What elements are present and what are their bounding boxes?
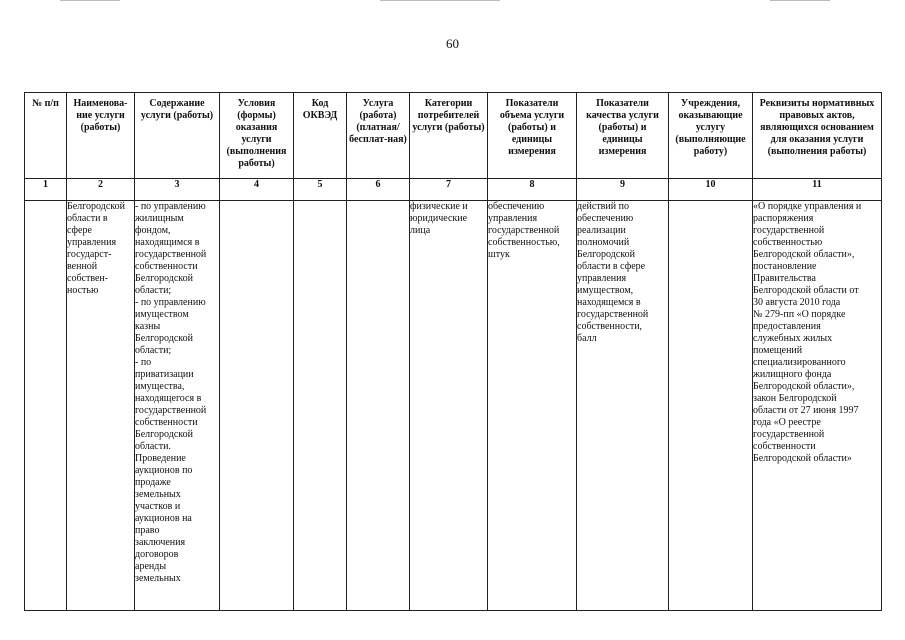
scan-edge-mark-center	[380, 0, 500, 1]
column-number: 9	[577, 179, 669, 201]
header-cell: Учреждения, оказывающие услугу (выполняющие работу)	[669, 93, 753, 179]
column-number: 11	[753, 179, 882, 201]
service-name-cell: Белгородской области в сфере управления государст- венной собствен- ностью	[67, 201, 135, 611]
conditions-cell	[220, 201, 294, 611]
row-number-cell	[25, 201, 67, 611]
header-cell: Услуга (работа) (платная/ бесплат-ная)	[347, 93, 410, 179]
column-number: 6	[347, 179, 410, 201]
column-number: 2	[67, 179, 135, 201]
services-table	[24, 92, 882, 611]
page-number: 60	[446, 36, 459, 51]
header-cell: Содержание услуги (работы)	[135, 93, 220, 179]
quality-indicators-cell: действий по обеспечению реализации полномочий Белгородской области в сфере управления имуществом, находящемся в государственной собственности, балл	[577, 201, 669, 611]
header-cell: Показатели качества услуги (работы) и единицы измерения	[577, 93, 669, 179]
header-cell: Реквизиты нормативных правовых актов, являющихся основанием для оказания услуги (выполнения работы)	[753, 93, 882, 179]
consumer-category-cell: физические и юридические лица	[410, 201, 488, 611]
header-cell: Категории потребителей услуги (работы)	[410, 93, 488, 179]
scan-edge-mark-right	[770, 0, 830, 1]
volume-indicators-cell: обеспечению управления государственной собственностью, штук	[488, 201, 577, 611]
service-content-cell: - по управлению жилищным фондом, находящимся в государственной собственности Белгородской области; - по управлению имуществом казны Белгородской области; - по приватизации имущества, находящегося в государственной собственности Белгородской области. Проведение аукционов по продаже земельных участков и аукционов на право заключения договоров аренды земельных	[135, 201, 220, 611]
column-number: 10	[669, 179, 753, 201]
column-number: 5	[294, 179, 347, 201]
okved-code-cell	[294, 201, 347, 611]
header-cell: Наименова-ние услуги (работы)	[67, 93, 135, 179]
column-number: 4	[220, 179, 294, 201]
header-cell: Код ОКВЭД	[294, 93, 347, 179]
institutions-cell	[669, 201, 753, 611]
header-cell: № п/п	[25, 93, 67, 179]
table-row	[25, 201, 882, 611]
column-number: 1	[25, 179, 67, 201]
column-number-row	[25, 179, 882, 201]
column-number: 7	[410, 179, 488, 201]
header-cell: Показатели объема услуги (работы) и единицы измерения	[488, 93, 577, 179]
header-row	[25, 93, 882, 179]
column-number: 3	[135, 179, 220, 201]
legal-acts-cell: «О порядке управления и распоряжения государственной собственностью Белгородской области», постановление Правительства Белгородской области от 30 августа 2010 года № 279-пп «О порядке предоставления служебных жилых помещений специализированного жилищного фонда Белгородской области», закон Белгородской области от 27 июня 1997 года «О реестре государственной собственности Белгородской области»	[753, 201, 882, 611]
paid-free-cell	[347, 201, 410, 611]
scan-edge-mark-left	[60, 0, 120, 1]
header-cell: Условия (формы) оказания услуги (выполнения работы)	[220, 93, 294, 179]
column-number: 8	[488, 179, 577, 201]
